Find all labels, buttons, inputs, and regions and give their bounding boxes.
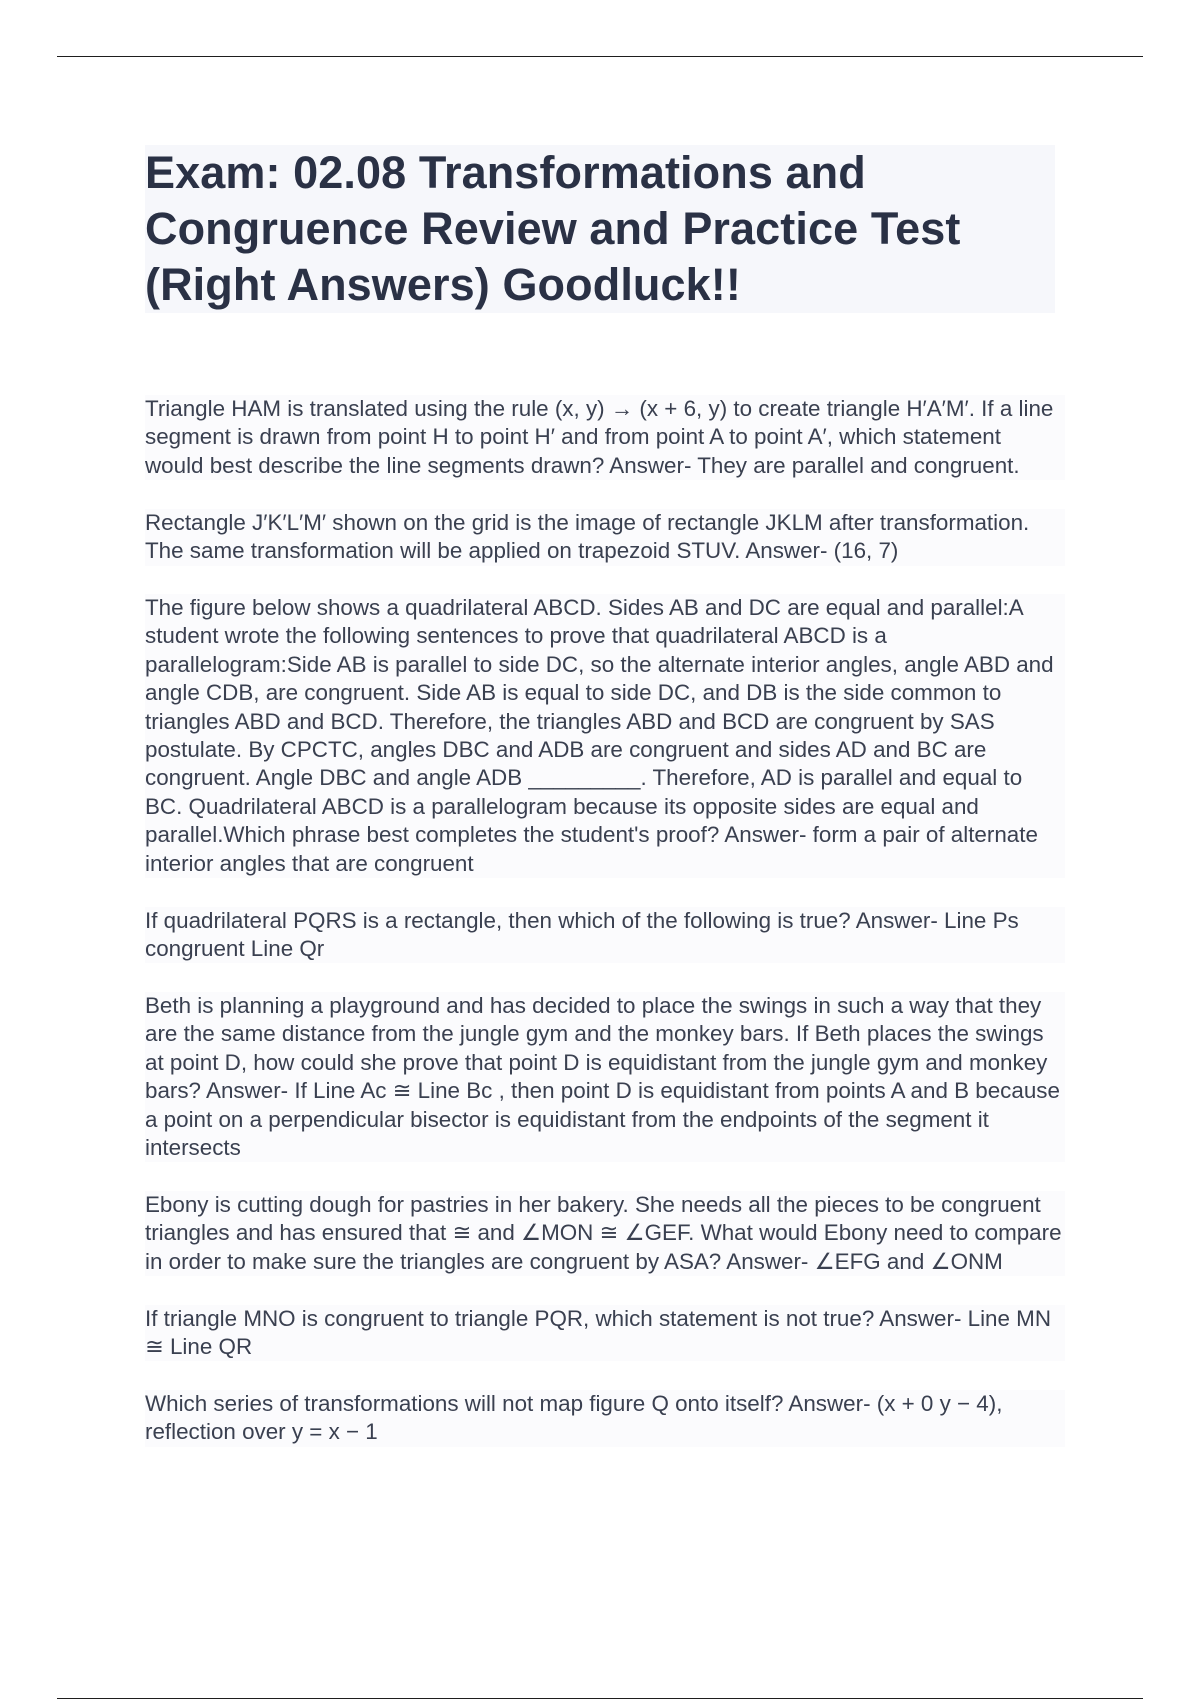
qa-item-5 [145, 992, 1065, 1162]
qa-item-1 [145, 395, 1065, 480]
answer-text: Answer- Line MN ≅ Line QR [145, 1305, 1051, 1359]
question-text: Triangle HAM is translated using the rule (x, y) → (x + 6, y) to create triangle H′A′M′. If a line segment is drawn from point H to point H′ and from point A to point A′, which statement would best describe the line segments drawn? [145, 396, 1054, 478]
qa-item-4 [145, 907, 1065, 964]
question-text: Ebony is cutting dough for pastries in her bakery. She needs all the pieces to be congruent triangles and has ensured that ≅ and ∠MON ≅ ∠GEF. What would Ebony need to compare in order to make sure the triangles are congruent by ASA? [145, 1191, 1062, 1274]
answer-text: Answer- form a pair of alternate interior angles that are congruent [145, 822, 1038, 876]
answer-text: Answer- (16, 7) [745, 538, 899, 564]
qa-item-6 [145, 1191, 1065, 1276]
title-block [145, 145, 1055, 313]
answer-text: Answer- (x + 0 y − 4), reflection over y = x − 1 [145, 1390, 1003, 1445]
question-text: If triangle MNO is congruent to triangle PQR, which statement is not true? [145, 1305, 875, 1331]
qa-item-8 [145, 1390, 1065, 1447]
question-list [145, 395, 1065, 1475]
top-rule [57, 56, 1143, 57]
qa-item-2 [145, 509, 1065, 566]
answer-text: Answer- Line Ps congruent Line Qr [145, 907, 1019, 961]
qa-item-7 [145, 1305, 1065, 1362]
answer-text: Answer- If Line Ac ≅ Line Bc , then point D is equidistant from points A and B because a point on a perpendicular bisector is equidistant from the endpoints of the segment it intersects [145, 1078, 1060, 1160]
document-title: Exam: 02.08 Transformations and Congruence Review and Practice Test (Right Answers) Goodluck!! [145, 147, 961, 310]
question-text: Which series of transformations will not map figure Q onto itself? [145, 1390, 784, 1416]
qa-item-3 [145, 594, 1065, 878]
answer-text: Answer- They are parallel and congruent. [609, 452, 1020, 478]
question-text: The figure below shows a quadrilateral ABCD. Sides AB and DC are equal and parallel:A student wrote the following sentences to prove that quadrilateral ABCD is a parallelogram:Side AB is parallel to side DC, so the alternate interior angles, angle ABD and angle CDB, are congruent. Side AB is equal to side DC, and DB is the side common to triangles ABD and BCD. Therefore, the triangles ABD and BCD are congruent by SAS postulate. By CPCTC, angles DBC and ADB are congruent and sides AD and BC are congruent. Angle DBC and angle ADB _________. Therefore, AD is parallel and equal to BC. Quadrilateral ABCD is a parallelogram because its opposite sides are equal and parallel.Which phrase best completes the student's proof? [145, 595, 1054, 848]
answer-text: Answer- ∠EFG and ∠ONM [726, 1248, 1003, 1274]
question-text: If quadrilateral PQRS is a rectangle, then which of the following is true? [145, 907, 851, 933]
bottom-rule [57, 1698, 1143, 1699]
question-text: Rectangle J′K′L′M′ shown on the grid is the image of rectangle JKLM after transformation. The same transformation will be applied on trapezoid STUV. [145, 509, 1030, 564]
question-text: Beth is planning a playground and has decided to place the swings in such a way that they are the same distance from the jungle gym and the monkey bars. If Beth places the swings at point D, how could she prove that point D is equidistant from the jungle gym and monkey bars? [145, 992, 1048, 1104]
